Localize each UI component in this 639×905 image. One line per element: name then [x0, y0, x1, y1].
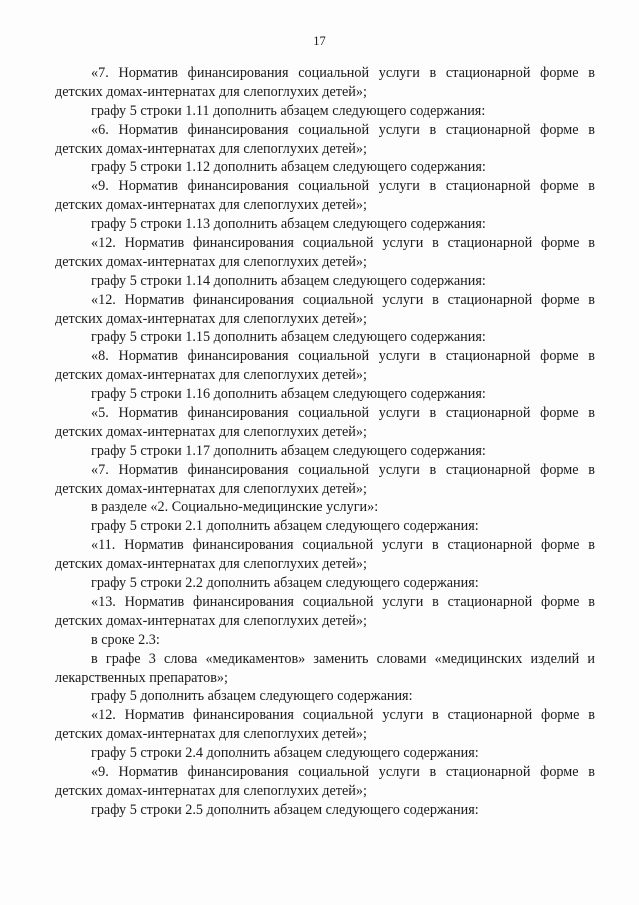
paragraph-line-indented: графу 5 строки 1.16 дополнить абзацем следующего содержания: — [91, 386, 486, 403]
paragraph-line-indented: «6. Норматив финансирования социальной услуги в стационарной форме в — [91, 121, 595, 138]
paragraph-line-indented: графу 5 строки 1.11 дополнить абзацем следующего содержания: — [91, 102, 486, 119]
paragraph-line-indented: «12. Норматив финансирования социальной услуги в стационарной форме в — [91, 291, 595, 308]
paragraph-line-indented: графу 5 строки 1.13 дополнить абзацем следующего содержания: — [91, 216, 486, 233]
paragraph-line-indented: «5. Норматив финансирования социальной услуги в стационарной форме в — [91, 405, 595, 422]
paragraph-line-indented: графу 5 строки 2.5 дополнить абзацем следующего содержания: — [91, 801, 479, 818]
paragraph-line: детских домах-интернатах для слепоглухих детей»; — [55, 556, 367, 573]
paragraph-line-indented: в сроке 2.3: — [91, 631, 160, 648]
paragraph-line-indented: графу 5 строки 2.2 дополнить абзацем следующего содержания: — [91, 575, 479, 592]
paragraph-line-indented: «7. Норматив финансирования социальной услуги в стационарной форме в — [91, 65, 595, 81]
paragraph-line-indented: графу 5 строки 2.1 дополнить абзацем следующего содержания: — [91, 518, 479, 535]
paragraph-line: детских домах-интернатах для слепоглухих детей»; — [55, 253, 367, 270]
paragraph-line: детских домах-интернатах для слепоглухих детей»; — [55, 612, 367, 629]
paragraph-line-indented: графу 5 строки 1.17 дополнить абзацем следующего содержания: — [91, 442, 486, 459]
paragraph-line-indented: графу 5 дополнить абзацем следующего содержания: — [91, 688, 413, 705]
paragraph-line: детских домах-интернатах для слепоглухих детей»; — [55, 83, 367, 100]
paragraph-line: детских домах-интернатах для слепоглухих детей»; — [55, 782, 367, 799]
paragraph-line: детских домах-интернатах для слепоглухих детей»; — [55, 423, 367, 440]
document-body — [55, 64, 595, 820]
paragraph-line-indented: графу 5 строки 2.4 дополнить абзацем следующего содержания: — [91, 745, 479, 762]
paragraph-line-indented: графу 5 строки 1.15 дополнить абзацем следующего содержания: — [91, 329, 486, 346]
page-number: 17 — [313, 34, 326, 48]
paragraph-line-indented: графу 5 строки 1.14 дополнить абзацем следующего содержания: — [91, 272, 486, 289]
paragraph-line-indented: «12. Норматив финансирования социальной услуги в стационарной форме в — [91, 235, 595, 252]
paragraph-line: детских домах-интернатах для слепоглухих детей»; — [55, 197, 367, 214]
paragraph-line-indented: графу 5 строки 1.12 дополнить абзацем следующего содержания: — [91, 159, 486, 176]
paragraph-line: детских домах-интернатах для слепоглухих детей»; — [55, 310, 367, 327]
paragraph-line: детских домах-интернатах для слепоглухих детей»; — [55, 140, 367, 157]
paragraph-line: детских домах-интернатах для слепоглухих детей»; — [55, 480, 367, 497]
paragraph-line: детских домах-интернатах для слепоглухих детей»; — [55, 367, 367, 384]
paragraph-line-indented: в разделе «2. Социально-медицинские услуги»: — [91, 499, 379, 516]
paragraph-line: лекарственных препаратов»; — [55, 669, 228, 686]
paragraph-line-indented: «9. Норматив финансирования социальной услуги в стационарной форме в — [91, 763, 595, 780]
paragraph-line-indented: «8. Норматив финансирования социальной услуги в стационарной форме в — [91, 348, 595, 365]
paragraph-line-indented: «7. Норматив финансирования социальной услуги в стационарной форме в — [91, 461, 595, 478]
paragraph-line: детских домах-интернатах для слепоглухих детей»; — [55, 726, 367, 743]
paragraph-line-indented: «12. Норматив финансирования социальной услуги в стационарной форме в — [91, 707, 595, 724]
paragraph-line-indented: «13. Норматив финансирования социальной услуги в стационарной форме в — [91, 593, 595, 610]
paragraph-line-indented: «9. Норматив финансирования социальной услуги в стационарной форме в — [91, 178, 595, 195]
paragraph-line-indented: «11. Норматив финансирования социальной услуги в стационарной форме в — [91, 537, 595, 554]
paragraph-line-indented: в графе 3 слова «медикаментов» заменить словами «медицинских изделий и — [91, 650, 595, 667]
